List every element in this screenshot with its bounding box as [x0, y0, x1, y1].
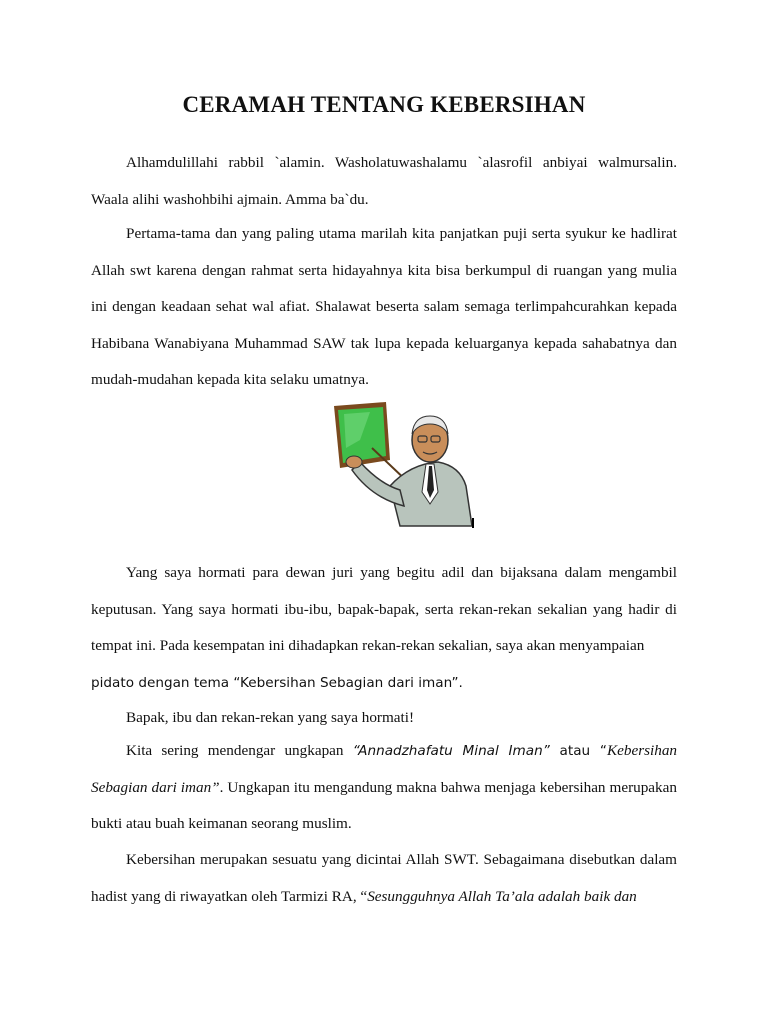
paragraph-salutation: Bapak, ibu dan rekan-rekan yang saya hormati! [126, 709, 415, 726]
paragraph-gratitude: Pertama-tama dan yang paling utama marilah kita panjatkan puji serta syukur ke hadlirat Allah swt karena dengan rahmat serta hidayahnya kita bisa berkumpul di ruangan yang mulia ini dengan keadaan sehat wal afiat. Shalawat beserta salam semaga terlimpahcurahkan kepada Habibana Wanabiyana Muhammad SAW tak lupa kepada keluarganya kepada sahabatnya dan mudah-mudahan kepada kita selaku umatnya. [91, 225, 677, 388]
expression-intro: Kita sering mendengar ungkapan [126, 742, 353, 759]
speech-theme-line: pidato dengan tema “Kebersihan Sebagian dari iman”. [91, 674, 463, 691]
paragraph-cleanliness-expression [91, 733, 677, 843]
document-title: CERAMAH TENTANG KEBERSIHAN [182, 92, 586, 117]
paragraph-greeting-jury [91, 555, 677, 701]
paragraph-hadith [91, 842, 677, 915]
expression-translation: Kebersihan Sebagian dari iman” [91, 742, 678, 796]
teacher-pointing-at-board-icon [330, 400, 480, 532]
hadith-quote: Sesungguhnya Allah Ta’ala adalah baik dan [367, 887, 637, 905]
expression-or: atau “ [549, 743, 607, 759]
expression-meaning: . Ungkapan itu mengandung makna bahwa menjaga kebersihan merupakan bukti atau buah keimanan seorang muslim. [91, 778, 677, 832]
paragraph-opening: Alhamdulillahi rabbil `alamin. Washolatuwashalamu `alasrofil anbiyai walmursalin. Waala alihi washohbihi ajmain. Amma ba`du. [91, 154, 677, 208]
greeting-text: Yang saya hormati para dewan juri yang begitu adil dan bijaksana dalam mengambil keputusan. Yang saya hormati ibu-ibu, bapak-bapak, serta rekan-rekan sekalian yang hadir di tempat ini. Pada kesempatan ini dihadapkan rekan-rekan sekalian, saya akan menyampaian [91, 564, 677, 654]
hadith-intro: Kebersihan merupakan sesuatu yang dicintai Allah SWT. Sebagaimana disebutkan dalam hadist yang di riwayatkan oleh Tarmizi RA, “ [91, 851, 677, 905]
arabic-expression: “Annadzhafatu Minal Iman” [352, 743, 550, 759]
